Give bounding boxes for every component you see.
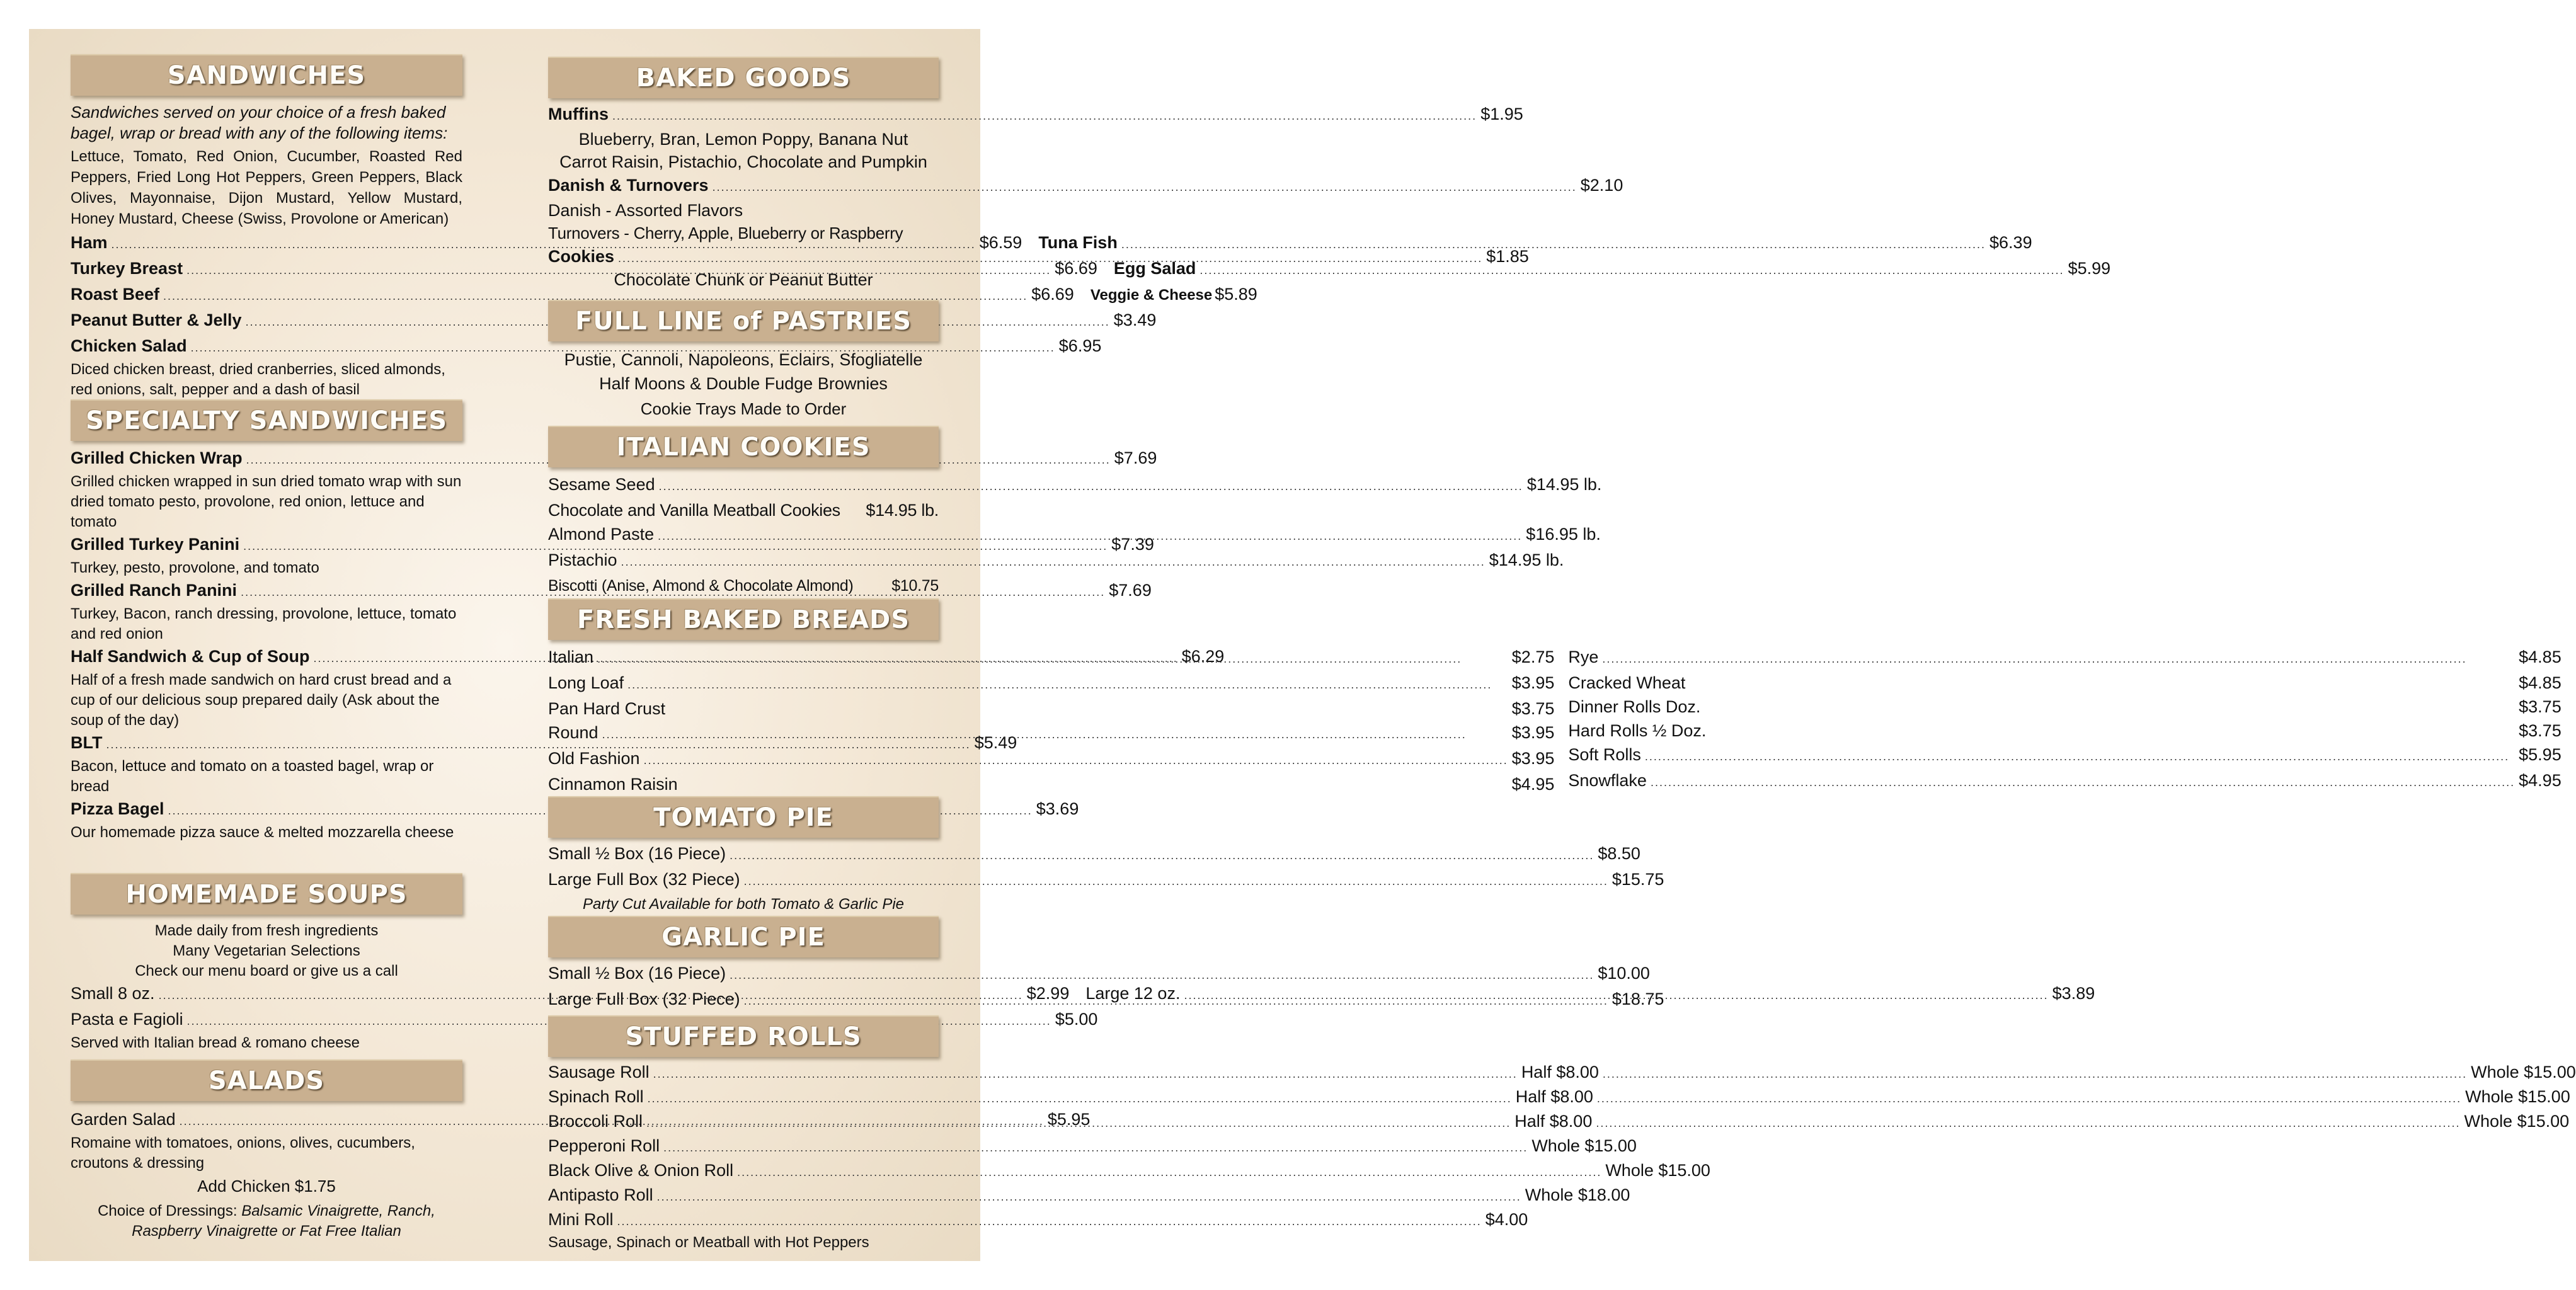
soups-line: Check our menu board or give us a call: [135, 962, 398, 979]
pastries-line: Half Moons & Double Fudge Brownies: [599, 374, 888, 393]
item-description: Danish - Assorted Flavors: [548, 201, 743, 220]
garlic-pie-banner: [548, 916, 939, 957]
menu-item: Pistachio ..... $14.95 lb.: [548, 548, 939, 574]
baked-goods-banner: [548, 57, 939, 98]
menu-item: BLT ..... $5.49: [71, 731, 462, 756]
dot-leader: [1651, 770, 2515, 794]
section-title: STUFFED ROLLS: [625, 1022, 862, 1051]
section-title: SANDWICHES: [167, 61, 366, 90]
menu-item: Sausage Roll ..... Half $8.00 ..... Whole $15.00: [548, 1061, 939, 1085]
menu-item: Pasta e Fagioli ..... $5.00: [71, 1007, 462, 1033]
menu-item: Large Full Box (32 Piece) ..... $18.75: [548, 987, 939, 1013]
menu-item: Muffins ..... $1.95: [548, 102, 939, 128]
menu-item: Veggie & Cheese $5.89: [1090, 285, 1257, 304]
italian-cookies-banner: [548, 426, 939, 467]
menu-item: Pizza Bagel ..... $3.69: [71, 797, 462, 823]
item-description: Diced chicken breast, dried cranberries, sliced almonds, red onions, salt, pepper and a dash of basil: [71, 361, 445, 398]
salads-banner: [71, 1059, 462, 1101]
menu-item: Round ..... $3.95: [548, 721, 1554, 746]
dot-leader: [612, 104, 1477, 128]
dot-leader: [602, 722, 1508, 746]
sandwich-pair-row: [71, 282, 1257, 308]
item-description: Grilled chicken wrapped in sun dried tomato wrap with sun dried tomato pesto, provolone, red onion, lettuce and tomato: [71, 473, 462, 530]
dot-leader: [1645, 745, 2515, 768]
menu-page: [29, 29, 2576, 1261]
specialty-banner: [71, 399, 462, 441]
pastries-line: Pustie, Cannoli, Napoleons, Eclairs, Sfogliatelle: [564, 350, 923, 369]
sandwiches-intro: Sandwiches served on your choice of a fresh baked bagel, wrap or bread with any of the following items:: [71, 103, 448, 142]
menu-item: Rye ..... $4.85: [1568, 645, 2561, 671]
breads-left-list: [548, 645, 1554, 796]
menu-item: Grilled Chicken Wrap ..... $7.69: [71, 446, 462, 472]
menu-item: Half Sandwich & Cup of Soup ..... $6.29: [71, 644, 462, 670]
dot-leader: [713, 175, 1577, 199]
item-description: Romaine with tomatoes, onions, olives, cucumbers, croutons & dressing: [71, 1134, 415, 1172]
soups-line: Many Vegetarian Selections: [173, 942, 360, 959]
menu-item: Cinnamon Raisin $4.95: [548, 775, 1555, 794]
menu-item: Tuna Fish ..... $6.39: [1038, 231, 2032, 256]
section-title: TOMATO PIE: [653, 803, 833, 832]
menu-item: Black Olive & Onion Roll ..... Whole $15.00: [548, 1159, 939, 1184]
item-description: Turnovers - Cherry, Apple, Blueberry or Raspberry: [548, 224, 903, 243]
dot-leader: [618, 246, 1482, 270]
pastries-line: Cookie Trays Made to Order: [640, 399, 847, 418]
item-description: Served with Italian bread & romano cheese: [71, 1034, 360, 1051]
sandwiches-toppings: Lettuce, Tomato, Red Onion, Cucumber, Roasted Red Peppers, Fried Long Hot Peppers, Green Peppers, Black Olives, Mayonnaise, Dijon Mustard, Yellow Mustard, Honey Mustard, Cheese (Swiss, Provolone or American): [71, 148, 462, 227]
menu-item: Small 8 oz. ..... $2.99: [71, 981, 1069, 1007]
menu-item: Danish & Turnovers ..... $2.10: [548, 173, 939, 199]
menu-item: Dinner Rolls Doz. $3.75: [1568, 697, 2562, 716]
menu-item: Roast Beef ..... $6.69: [71, 282, 1074, 308]
menu-item: Chicken Salad ..... $6.95: [71, 334, 462, 360]
menu-item: Small ½ Box (16 Piece) ..... $8.50: [548, 842, 939, 867]
dot-leader: [663, 1136, 1528, 1159]
dot-leader: [737, 1161, 1601, 1184]
menu-item: Peanut Butter & Jelly ..... $3.49: [71, 308, 462, 334]
dot-leader: [1596, 1112, 2460, 1134]
dressings-line-2: Raspberry Vinaigrette or Fat Free Italian: [132, 1223, 401, 1240]
dot-leader: [1602, 647, 2515, 671]
dot-leader: [730, 963, 1594, 987]
section-title: ITALIAN COOKIES: [616, 433, 871, 462]
menu-item: Almond Paste ..... $16.95 lb.: [548, 522, 939, 548]
item-description: Our homemade pizza sauce & melted mozzarella cheese: [71, 824, 454, 841]
sandwiches-banner: [71, 54, 462, 96]
breads-right-list: [1568, 645, 2561, 796]
dressings-line: Choice of Dressings: Balsamic Vinaigrette, Ranch,: [98, 1202, 435, 1219]
menu-item: Small ½ Box (16 Piece) ..... $10.00: [548, 961, 939, 987]
menu-item: Grilled Ranch Panini ..... $7.69: [71, 578, 462, 604]
dot-leader: [1603, 1063, 2467, 1085]
menu-item: Biscotti (Anise, Almond & Chocolate Almond) $10.75: [548, 577, 939, 595]
section-title: SALADS: [208, 1066, 325, 1095]
section-title: SPECIALTY SANDWICHES: [85, 406, 448, 435]
section-title: FRESH BAKED BREADS: [576, 605, 910, 634]
breads-banner: [548, 598, 939, 640]
dot-leader: [644, 748, 1508, 772]
menu-item: Long Loaf ..... $3.95: [548, 671, 1554, 697]
menu-item: Large Full Box (32 Piece) ..... $15.75: [548, 867, 939, 893]
section-title: BAKED GOODS: [636, 64, 851, 93]
dot-leader: [657, 1185, 1521, 1208]
item-description: Bacon, lettuce and tomato on a toasted bagel, wrap or bread: [71, 758, 434, 795]
dot-leader: [597, 647, 1508, 671]
dot-leader: [627, 673, 1508, 697]
menu-item: Large 12 oz. ..... $3.89: [1085, 981, 2095, 1007]
dot-leader: [659, 474, 1523, 498]
pastries-section: [548, 300, 939, 422]
menu-item: Turkey Breast ..... $6.69: [71, 256, 1097, 282]
menu-item: Chocolate and Vanilla Meatball Cookies $14.95 lb.: [548, 501, 939, 520]
menu-item: Cookies ..... $1.85: [548, 244, 939, 270]
stuffed-rolls-note: Sausage, Spinach or Meatball with Hot Peppers: [548, 1234, 869, 1251]
pastries-banner: [548, 300, 939, 341]
item-description: Turkey, pesto, provolone, and tomato: [71, 559, 319, 576]
dot-leader: [730, 843, 1594, 867]
menu-item: Broccoli Roll ..... Half $8.00 ..... Whole $15.00: [548, 1110, 939, 1134]
menu-item: Antipasto Roll ..... Whole $18.00: [548, 1184, 939, 1208]
dot-leader: [658, 524, 1522, 548]
soups-line: Made daily from fresh ingredients: [154, 922, 379, 939]
dot-leader: [646, 1112, 1511, 1134]
dot-leader: [744, 869, 1608, 893]
dot-leader: [648, 1087, 1512, 1110]
menu-item: Hard Rolls ½ Doz. $3.75: [1568, 721, 2562, 740]
item-description: Blueberry, Bran, Lemon Poppy, Banana Nut: [578, 130, 908, 149]
menu-item: Cracked Wheat $4.85: [1568, 673, 2562, 692]
dot-leader: [1597, 1087, 2461, 1110]
tomato-pie-banner: [548, 796, 939, 838]
item-description: Chocolate Chunk or Peanut Butter: [614, 270, 873, 289]
soups-banner: [71, 873, 462, 915]
menu-item: Italian ..... $2.75: [548, 645, 1554, 671]
item-description: Carrot Raisin, Pistachio, Chocolate and Pumpkin: [559, 152, 927, 171]
menu-item: Old Fashion ..... $3.95: [548, 746, 1554, 772]
menu-item: Grilled Turkey Panini ..... $7.39: [71, 532, 462, 558]
menu-item: Snowflake ..... $4.95: [1568, 768, 2561, 794]
stuffed-rolls-banner: [548, 1015, 939, 1057]
section-title: GARLIC PIE: [661, 923, 825, 952]
menu-item: Sesame Seed ..... $14.95 lb.: [548, 472, 939, 498]
menu-item: Egg Salad ..... $5.99: [1114, 256, 2110, 282]
menu-item: Pan Hard Crust $3.75: [548, 699, 1555, 718]
pie-note: Party Cut Available for both Tomato & Garlic Pie: [582, 896, 905, 913]
item-description: Half of a fresh made sandwich on hard crust bread and a cup of our delicious soup prepared daily (Ask about the soup of the day): [71, 671, 452, 729]
section-title: HOMEMADE SOUPS: [125, 880, 408, 909]
menu-item: Garden Salad ..... $5.95: [71, 1107, 462, 1133]
menu-item: Ham ..... $6.59: [71, 231, 1022, 256]
menu-item: Pepperoni Roll ..... Whole $15.00: [548, 1134, 939, 1159]
item-description: Turkey, Bacon, ranch dressing, provolone, lettuce, tomato and red onion: [71, 605, 457, 642]
dot-leader: [744, 989, 1608, 1013]
section-title: FULL LINE of PASTRIES: [575, 307, 912, 336]
menu-item: Soft Rolls ..... $5.95: [1568, 743, 2561, 768]
dot-leader: [653, 1063, 1518, 1085]
dot-leader: [621, 550, 1485, 574]
add-chicken: Add Chicken $1.75: [197, 1177, 336, 1196]
menu-item: Spinach Roll ..... Half $8.00 ..... Whole $15.00: [548, 1085, 939, 1110]
dot-leader: [617, 1210, 1482, 1233]
menu-item: Mini Roll ..... $4.00: [548, 1208, 939, 1233]
